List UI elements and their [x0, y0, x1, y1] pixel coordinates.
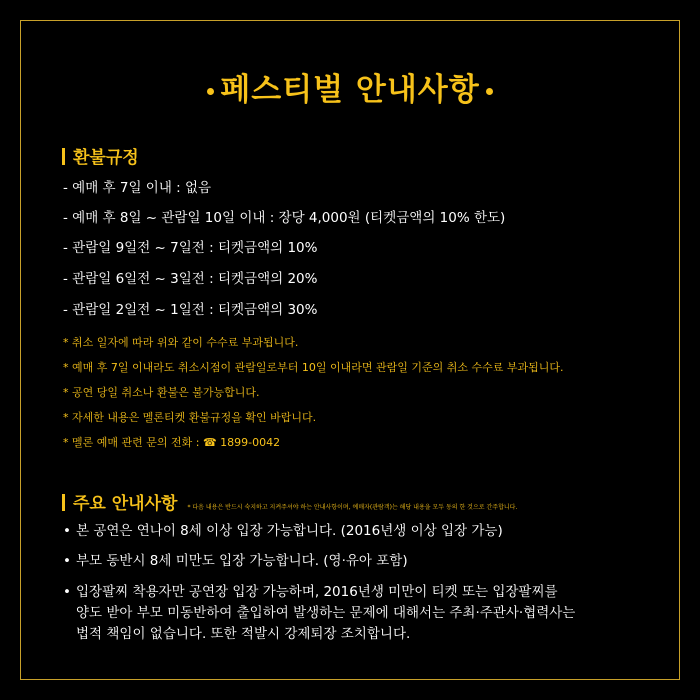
refund-heading — [62, 143, 139, 168]
refund-rule: - 예매 후 7일 이내 : 없음 — [63, 180, 212, 196]
title-dot-right — [486, 88, 493, 95]
bullet: • — [63, 523, 71, 539]
info-item-text: 입장팔찌 착용자만 공연장 입장 가능하며, 2016년생 미만이 티켓 또는 입장팔찌를 양도 받아 부모 미동반하여 출입하여 발생하는 문제에 대해서는 주최·주관사·협력사는 법적 책임이 없습니다. 또한 적발시 강제퇴장 조치합니다. — [76, 584, 576, 642]
info-item — [63, 551, 653, 572]
refund-rule: - 관람일 6일전 ~ 3일전 : 티켓금액의 20% — [63, 271, 318, 287]
outer-frame — [20, 20, 680, 680]
refund-rule: - 예매 후 8일 ~ 관람일 10일 이내 : 장당 4,000원 (티켓금액의 10% 한도) — [63, 210, 506, 226]
refund-note: * 멜론 예매 관련 문의 전화 : ☎ 1899-0042 — [63, 436, 281, 449]
refund-note: * 자세한 내용은 멜론티켓 환불규정을 확인 바랍니다. — [63, 411, 317, 424]
bullet: • — [63, 553, 71, 569]
title-dot-left — [207, 88, 214, 95]
page-title — [0, 64, 700, 109]
title-text: 페스티벌 안내사항 — [220, 72, 480, 108]
refund-note: * 취소 일자에 따라 위와 같이 수수료 부과됩니다. — [63, 336, 299, 349]
info-item — [63, 582, 653, 645]
info-item — [63, 521, 653, 542]
info-item-text: 부모 동반시 8세 미만도 입장 가능합니다. (영·유아 포함) — [76, 553, 408, 569]
refund-note: * 예매 후 7일 이내라도 취소시점이 관람일로부터 10일 이내라면 관람일 기준의 취소 수수료 부과됩니다. — [63, 361, 564, 374]
info-heading-text: 주요 안내사항 — [73, 494, 178, 514]
heading-bar — [62, 148, 65, 165]
refund-heading-text: 환불규정 — [73, 148, 139, 168]
refund-rule: - 관람일 2일전 ~ 1일전 : 티켓금액의 30% — [63, 302, 318, 318]
bullet: • — [63, 584, 71, 600]
heading-bar — [62, 494, 65, 511]
info-heading — [62, 489, 517, 514]
info-item-text: 본 공연은 연나이 8세 이상 입장 가능합니다. (2016년생 이상 입장 가능) — [76, 523, 503, 539]
refund-note: * 공연 당일 취소나 환불은 불가능합니다. — [63, 386, 260, 399]
refund-rule: - 관람일 9일전 ~ 7일전 : 티켓금액의 10% — [63, 240, 318, 256]
info-subnote: * 다음 내용은 반드시 숙지하고 지켜주셔야 하는 안내사항이며, 예매자(관람객)는 해당 내용을 모두 동의 한 것으로 간주합니다. — [187, 504, 518, 511]
